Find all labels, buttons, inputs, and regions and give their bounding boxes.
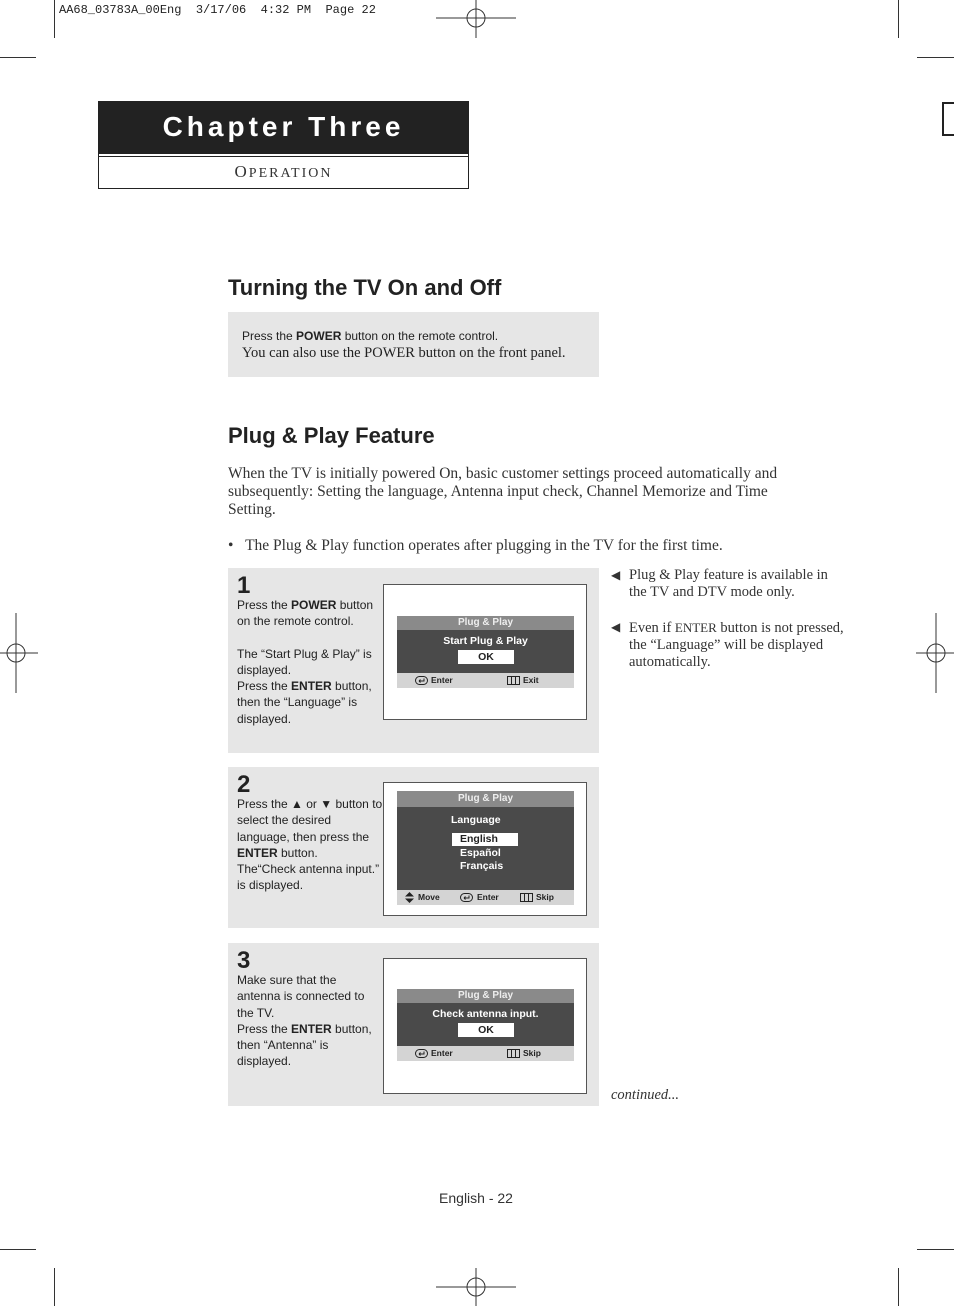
text: button, then the “Language” is displayed. [237, 679, 372, 726]
osd-footer [397, 1046, 574, 1061]
section-heading-plug-play: Plug & Play Feature [228, 423, 435, 448]
menu-icon [507, 1049, 520, 1058]
slug-page-num: 22 [361, 3, 376, 17]
note-arrow-icon: ◀ [611, 620, 621, 634]
crop-mark [898, 0, 899, 38]
power-line-1-pre: Press the [242, 329, 297, 343]
note-2-post: button is not pressed, the “Language” will be displayed automatically. [629, 620, 844, 670]
registration-mark-icon [436, 0, 516, 38]
step-3-para-1: Make sure that the antenna is connected to the TV. [237, 973, 365, 1020]
text: button. [277, 845, 318, 860]
up-arrow-icon: ▲ [291, 797, 303, 811]
crop-mark [0, 57, 36, 58]
step-2-box [228, 767, 599, 928]
step-3-para-2 [237, 1021, 377, 1070]
text-bold: ENTER [291, 679, 332, 694]
side-note-1 [611, 567, 844, 601]
text-bold: POWER [291, 598, 337, 612]
chapter-header [98, 101, 469, 189]
step-1-para-1 [237, 597, 377, 630]
crop-mark [917, 1249, 954, 1250]
osd-footer-skip: Skip [523, 1048, 541, 1058]
osd-footer-enter: Enter [431, 675, 453, 685]
slug-time: 4:32 PM [260, 3, 312, 17]
enter-icon [415, 676, 428, 685]
osd-window [397, 616, 574, 688]
move-icon [405, 892, 414, 903]
note-2-caps: ENTER [674, 620, 717, 635]
page-footer: English - 22 [439, 1190, 513, 1206]
step-1-para-3 [237, 678, 377, 727]
step-1-para-2: The “Start Plug & Play” is displayed. [237, 646, 372, 677]
text: Press the [237, 679, 292, 694]
text: button on the remote control. [237, 598, 374, 629]
power-line-1-post: button on the remote control. [341, 329, 499, 343]
crop-mark [54, 0, 55, 38]
language-option-francais[interactable]: Français [460, 860, 504, 872]
osd-title: Plug & Play [397, 616, 574, 630]
osd-line: Language [451, 814, 501, 826]
note-arrow-icon: ◀ [611, 568, 621, 582]
osd-line: Check antenna input. [432, 1008, 539, 1020]
osd-footer-enter: Enter [477, 892, 499, 902]
power-line-1-bold: POWER [296, 329, 342, 343]
note-2-pre: Even if [629, 620, 675, 636]
section-heading-power: Turning the TV On and Off [228, 275, 502, 300]
print-slug [59, 3, 376, 17]
step-2-para-2: The“Check antenna input.” is displayed. [237, 862, 380, 893]
chapter-subtitle [99, 162, 468, 182]
step-2-para-1 [237, 796, 383, 861]
osd-footer-enter: Enter [431, 1048, 453, 1058]
bullet-mark: • [228, 537, 234, 554]
registration-mark-icon [0, 613, 38, 693]
chapter-title-bar [99, 102, 468, 156]
crop-mark [54, 1268, 55, 1306]
language-option-espanol[interactable]: Español [460, 847, 501, 859]
continued-label: continued... [611, 1087, 680, 1103]
text: Press the [237, 797, 292, 811]
step-3-box [228, 943, 599, 1106]
step-number: 3 [237, 947, 251, 974]
crop-mark [917, 57, 954, 58]
text-bold: ENTER [237, 845, 278, 860]
chapter-subtitle-initial: O [234, 162, 249, 181]
osd-line: Start Plug & Play [443, 635, 528, 647]
osd-title: Plug & Play [397, 989, 574, 1003]
side-note-2 [611, 619, 844, 671]
power-line-2-post: button on the front panel. [414, 345, 566, 361]
osd-footer-move: Move [418, 892, 440, 902]
down-arrow-icon: ▼ [320, 797, 333, 811]
enter-icon [460, 893, 473, 902]
osd-footer-skip: Skip [536, 892, 554, 902]
power-line-2-caps: POWER [364, 345, 415, 361]
osd-window [397, 791, 574, 905]
menu-icon [520, 893, 533, 902]
text: or [302, 797, 321, 811]
step-number: 1 [237, 572, 251, 599]
language-option-english[interactable]: English [452, 833, 518, 846]
slug-page-word: Page [325, 3, 355, 17]
registration-mark-icon [916, 613, 954, 693]
osd-footer-exit: Exit [523, 675, 539, 685]
osd-screen-frame [383, 782, 587, 916]
osd-screen-frame [383, 958, 587, 1094]
power-line-2-pre: You can also use the [242, 345, 365, 361]
menu-icon [507, 676, 520, 685]
crop-mark [0, 1249, 36, 1250]
chapter-subtitle-rest: PERATION [248, 166, 333, 181]
step-1-box [228, 568, 599, 753]
step-number: 2 [237, 771, 251, 798]
osd-title: Plug & Play [397, 791, 574, 807]
power-instructions-box [228, 312, 599, 377]
plug-play-intro: When the TV is initially powered On, basic customer settings proceed automatically and subsequently: Setting the language, Antenna input check, Channel Memorize and Time Setting. [228, 465, 778, 518]
text: button, then “Antenna” is displayed. [237, 1021, 372, 1069]
crop-mark [898, 1268, 899, 1306]
step-2-text [237, 796, 383, 894]
text: Press the [237, 1021, 292, 1036]
step-3-text [237, 972, 377, 1070]
registration-mark-icon [436, 1268, 516, 1306]
osd-footer [397, 673, 574, 688]
power-line-1 [242, 329, 498, 343]
enter-icon [415, 1049, 428, 1058]
osd-ok-button[interactable]: OK [458, 1023, 514, 1037]
text: button to select the desired language, then press the [237, 797, 383, 844]
slug-date: 3/17/06 [195, 3, 247, 17]
text: Press the [237, 598, 292, 612]
step-1-text [237, 597, 377, 727]
plug-play-bullet [228, 537, 818, 555]
note-1-text: Plug & Play feature is available in the TV and DTV mode only. [629, 567, 828, 600]
bullet-text: The Plug & Play function operates after plugging in the TV for the first time. [245, 537, 723, 554]
osd-screen-frame [383, 584, 587, 720]
osd-window [397, 989, 574, 1061]
osd-footer [397, 890, 574, 905]
page-tab-marker [942, 102, 954, 136]
osd-ok-button[interactable]: OK [458, 650, 514, 664]
slug-file: AA68_03783A_00Eng [59, 3, 182, 17]
power-line-2 [242, 345, 566, 362]
text-bold: ENTER [291, 1021, 332, 1036]
chapter-title: Chapter Three [162, 111, 405, 142]
